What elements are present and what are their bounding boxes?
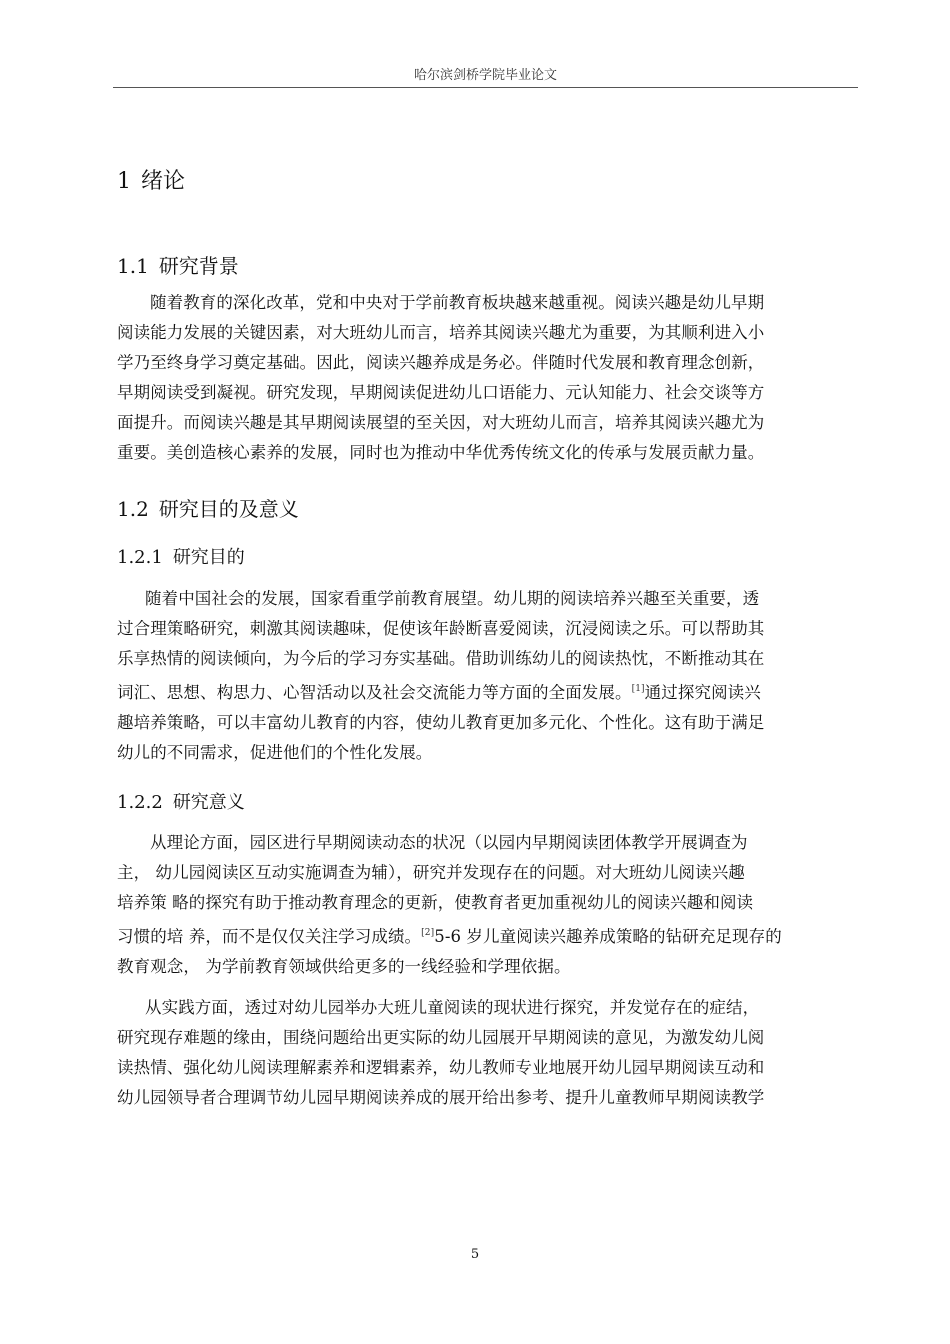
text-line: 培养策 略的探究有助于推动教育理念的更新，使教育者更加重视幼儿的阅读兴趣和阅读	[117, 893, 754, 912]
text-segment: 通过探究阅读兴	[644, 683, 761, 702]
page-number: 5	[470, 1247, 480, 1262]
text-line	[117, 674, 865, 708]
text-segment: 词汇、思想、构思力、心智活动以及社会交流能力等方面的全面发展。	[117, 683, 632, 702]
text-line: 学乃至终身学习奠定基础。因此，阅读兴趣养成是务必。伴随时代发展和教育理念创新，	[117, 353, 765, 372]
subsection-number: 1.2.2	[117, 792, 163, 813]
chapter-number: 1	[117, 169, 131, 194]
text-line: 幼儿园领导者合理调节幼儿园早期阅读养成的展开给出参考、提升儿童教师早期阅读教学	[117, 1088, 765, 1107]
section-heading-1-2	[117, 493, 299, 522]
chapter-heading	[117, 164, 185, 195]
text-line: 阅读能力发展的关键因素，对大班幼儿而言，培养其阅读兴趣尤为重要，为其顺利进入小	[117, 323, 765, 342]
section-title: 研究目的及意义	[158, 497, 299, 521]
subsection-number: 1.2.1	[117, 547, 163, 568]
text-line: 随着教育的深化改革，党和中央对于学前教育板块越来越重视。阅读兴趣是幼儿早期	[150, 293, 765, 312]
section-heading-1-1	[117, 250, 239, 279]
text-line: 随着中国社会的发展，国家看重学前教育展望。幼儿期的阅读培养兴趣至关重要，透	[145, 589, 760, 608]
text-line	[117, 918, 865, 952]
text-line: 重要。美创造核心素养的发展，同时也为推动中华优秀传统文化的传承与发展贡献力量。	[117, 443, 765, 462]
text-line: 面提升。而阅读兴趣是其早期阅读展望的至关因，对大班幼儿而言，培养其阅读兴趣尤为	[117, 413, 765, 432]
chapter-title: 绪论	[141, 169, 186, 194]
text-line: 教育观念， 为学前教育领域供给更多的一线经验和学理依据。	[117, 957, 571, 976]
text-line: 趣培养策略，可以丰富幼儿教育的内容，使幼儿教育更加多元化、个性化。这有助于满足	[117, 713, 765, 732]
subsection-title: 研究目的	[172, 547, 245, 568]
paragraph-purpose	[117, 584, 865, 768]
citation-2: [2]	[421, 928, 435, 938]
paragraph-significance-practice	[117, 993, 865, 1113]
text-line: 从实践方面，透过对幼儿园举办大班儿童阅读的现状进行探究，并发觉存在的症结，	[145, 998, 760, 1017]
paragraph-significance-theory	[117, 828, 865, 982]
paragraph-background	[117, 288, 865, 468]
citation-1: [1]	[631, 684, 645, 694]
text-line: 过合理策略研究，刺激其阅读趣味，促使该年龄断喜爱阅读，沉浸阅读之乐。可以帮助其	[117, 619, 765, 638]
text-segment: 5-6 岁儿童阅读兴趣养成策略的钻研充足现存的	[434, 927, 782, 946]
text-line: 幼儿的不同需求，促进他们的个性化发展。	[117, 743, 433, 762]
running-header: 哈尔滨剑桥学院毕业论文	[413, 68, 557, 83]
header-rule	[113, 87, 858, 88]
subsection-heading-1-2-2	[117, 788, 245, 814]
text-line: 主， 幼儿园阅读区互动实施调查为辅），研究并发现存在的问题。对大班幼儿阅读兴趣	[117, 863, 745, 882]
text-line: 从理论方面，园区进行早期阅读动态的状况（以园内早期阅读团体教学开展调查为	[150, 833, 748, 852]
section-title: 研究背景	[158, 254, 239, 278]
text-line: 早期阅读受到凝视。研究发现，早期阅读促进幼儿口语能力、元认知能力、社会交谈等方	[117, 383, 765, 402]
section-number: 1.1	[117, 254, 149, 278]
text-line: 乐享热情的阅读倾向，为今后的学习夯实基础。借助训练幼儿的阅读热忱，不断推动其在	[117, 649, 765, 668]
section-number: 1.2	[117, 497, 149, 521]
subsection-title: 研究意义	[172, 792, 245, 813]
text-line: 研究现存难题的缘由，围绕问题给出更实际的幼儿园展开早期阅读的意见，为激发幼儿阅	[117, 1028, 765, 1047]
text-segment: 习惯的培 养，而不是仅仅关注学习成绩。	[117, 927, 422, 946]
subsection-heading-1-2-1	[117, 543, 245, 569]
text-line: 读热情、强化幼儿阅读理解素养和逻辑素养，幼儿教师专业地展开幼儿园早期阅读互动和	[117, 1058, 765, 1077]
